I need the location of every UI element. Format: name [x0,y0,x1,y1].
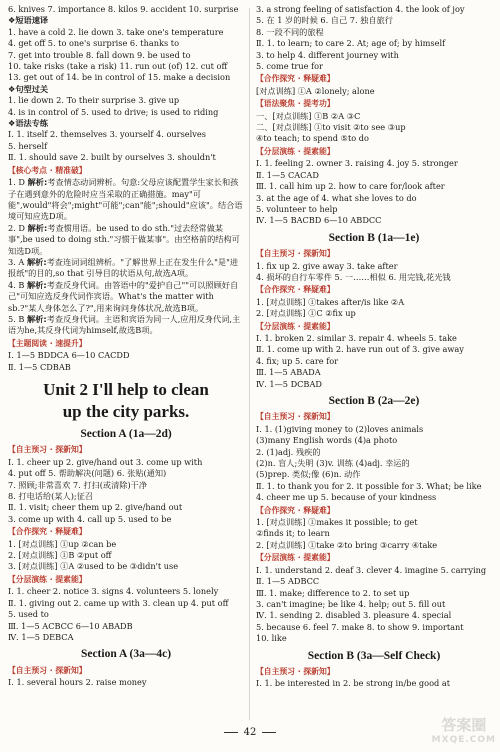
answer-line: Ⅰ. 1. broken 2. similar 3. repair 4. wheels 5. take [256,332,457,343]
analysis-paragraph [8,223,244,257]
page-number [0,727,500,738]
subsection-heading: ❖短语速译 [8,15,49,26]
answer-line: Ⅰ. 1. be interested in 2. be strong in/be good at [256,678,451,689]
answer-line: ④to teach; to spend ⑤to do [256,133,369,144]
answer-line: 4. fix; up 5. care for [256,355,339,366]
section-tag-row [8,337,244,350]
answer-line: Ⅳ. 1—5 DEBCA [8,631,74,642]
answer-line: Ⅰ. 1. cheer 2. notice 3. signs 4. volunteers 5. lonely [8,586,219,597]
analysis-label: 解析: [27,279,47,290]
section-tag: 【合作探究 · 释疑难】 [256,285,335,295]
answer-line: 1. [对点训练] ①up ②can be [8,538,117,549]
section-tag-row [256,145,492,158]
answer-line: 1. lie down 2. To their surprise 3. give up [8,95,180,106]
section-title: Section B (2a—2e) [328,395,420,407]
section-tag: 【自主预习 · 探新知】 [256,412,335,422]
answer-line: 5. herself [8,140,48,151]
answer-line: Ⅰ. 1. feeling 2. owner 3. raising 4. joy 5. stronger [256,158,458,169]
answer-line: 2. [对点训练] ①C ②fix up [256,308,356,319]
answer-line: 1. have a cold 2. lie down 3. take one's temperature [8,26,224,37]
answer-line: 3. [对点训练] ①A ②used to be ③didn't use [8,561,179,572]
answer-line: [对点训练] ①A ②lonely; alone [256,85,375,96]
answer-line: 2. (1)adj. 残疾的 [256,446,321,457]
analysis-text: 考查连词词组辨析。"了解世界上正在发生什么"是"进报纸"的目的,so that 引导目的状语从句,故选A项。 [8,256,239,279]
answer-number: 4. B [8,279,25,290]
section-tag: 【合作探究 · 释疑难】 [8,527,87,537]
answer-line: 4. get off 5. to one's surprise 6. thanks to [8,38,180,49]
analysis-paragraph [8,314,244,337]
answer-line: 8. 一段不同的旅程 [256,26,324,37]
unit-title: Unit 2 I'll help to clean [43,380,209,399]
section-tag: 【核心考点 · 精准破】 [8,165,87,175]
section-tag: 【合作探究 · 释疑难】 [256,74,335,84]
watermark-logo: 答案圈 MXQE.COM [431,716,496,745]
page-number-text: 42 [243,727,257,738]
answer-line: 8. 打电话给(某人);征召 [8,491,94,502]
answer-line: Ⅰ. 1. (1)giving money to (2)loves animals [256,423,424,434]
subsection-heading: ❖句型过关 [8,83,49,94]
section-tag-row [8,164,244,177]
unit-title-line-2: up the city parks. [62,402,190,421]
section-tag-row [256,320,492,333]
answer-line: 5. 在 1 岁的时候 6. 自己 7. 独自旅行 [256,15,393,26]
answer-line: 3. a strong feeling of satisfaction 4. the look of joy [256,4,465,14]
answer-line: Ⅲ. 1—5 ACBCC 6—10 ABADB [8,620,133,631]
section-tag: 【分层演练 · 提素能】 [8,574,87,584]
answer-line: 10. like [256,633,287,644]
answer-line: 3. to help 4. different journey with [256,49,399,60]
answer-line: ②finds it; to learn [256,528,330,539]
answer-line: 7. 照顾;非常喜欢 7. 打扫(或清除)干净 [8,479,148,490]
answer-line: Ⅳ. 1—5 BACBD 6—10 ABDCC [256,215,382,226]
answer-line: Ⅲ. 1. make; difference to 2. to set up [256,587,410,598]
answer-number: 3. A [8,256,25,267]
analysis-paragraph [8,280,244,314]
section-tag: 【主题阅读 · 速提升】 [8,338,87,348]
answer-line: Ⅳ. 1—5 DCBAD [256,378,322,389]
answer-line: 1. fix up 2. give away 3. take after [256,260,398,271]
answer-line: (3)many English words (4)a photo [256,435,398,446]
section-tag: 【分层演练 · 提素能】 [256,321,335,331]
answer-line: 4. is in control of 5. used to drive; is used to riding [8,106,219,117]
answer-line: 2. [对点训练] ①take ②to bring ③carry ④take [256,539,438,550]
answer-line: 1. [对点训练] ①makes it possible; to get [256,517,418,528]
answer-line: 5. used to [8,609,49,620]
answer-line: Ⅲ. 1. call him up 2. how to care for/look after [256,181,445,192]
analysis-text: 考查惯用语。be used to do sth."过去经常做某事",be used to doing sth."习惯于做某事"。由空格前的结构可知选D项。 [8,222,240,256]
answer-number: 2. D [8,222,25,233]
section-tag-row [256,97,492,110]
answer-line: 3. can't imagine; be like 4. help; out 5. fill out [256,598,446,609]
analysis-text: 考查反身代词。主语和宾语为同一人,应用反身代词,主语为he,其反身代词为himself,故选B项。 [8,313,241,336]
section-tag-row [256,551,492,564]
subsection-heading: ❖语法专练 [8,118,49,129]
section-tag: 【自主预习 · 探新知】 [8,665,87,675]
section-title: Section B (3a—Self Check) [307,649,441,662]
answer-line: 7. get into trouble 8. fall down 9. be used to [8,49,191,60]
analysis-paragraph [8,257,244,280]
answer-line: Ⅱ. 1. come up with 2. have run out of 3. give away [256,344,464,355]
answer-line: Ⅱ. 1. visit; cheer them up 2. give/hand out [8,502,183,513]
section-tag-row [256,72,492,85]
answer-line: Ⅱ. 1. to thank you for 2. it possible for 3. What; be like [256,480,482,491]
section-tag: 【自主预习 · 探新知】 [256,666,335,676]
section-tag-row [256,283,492,296]
answer-number: 1. D [8,177,25,188]
right-column [256,4,492,690]
answer-line: 3. at the age of 4. what she loves to do [256,192,417,203]
answer-line: (5)prep. 类似;像 (6)n. 动作 [256,469,361,480]
analysis-paragraph [8,177,244,223]
answer-line: Ⅱ. 1. should save 2. built by ourselves 3. shouldn't [8,152,216,163]
answer-line: 5. because 6. feel 7. make 8. to show 9. important [256,621,464,632]
analysis-label: 解析: [27,222,48,233]
section-tag-row [8,664,244,677]
answer-line: 2. [对点训练] ①B ②put off [8,550,112,561]
answer-line: 5. come true for [256,61,323,72]
analysis-text: 考查反身代词。由答语中的"爱护自己""可以照顾好自己"可知应选反身代词作宾语。What's the matter with sb.?"某人身体怎么了?",用来询问身体状况,故选B项。 [8,279,239,313]
answer-line: Ⅰ. 1. understand 2. deaf 3. clever 4. imagine 5. carrying [256,564,487,575]
answer-line: 1. [对点训练] ①takes after/is like ②A [256,296,405,307]
answer-line: 3. come up with 4. call up 5. used to be [8,513,172,524]
answer-line: Ⅱ. 1—5 CDBAB [8,361,71,372]
section-tag-row [256,410,492,423]
answer-line: Ⅱ. 1—5 CACAD [256,169,319,180]
section-tag-row [256,504,492,517]
section-tag: 【自主预习 · 探新知】 [8,445,87,455]
section-tag-row [256,665,492,678]
answer-line: Ⅳ. 1. sending 2. disabled 3. pleasure 4. special [256,610,452,621]
answer-line: 4. cheer me up 5. because of your kindness [256,492,437,503]
section-tag: 【分层演练 · 提素能】 [256,553,335,563]
section-tag-row [8,573,244,586]
section-tag: 【语法聚焦 · 提考功】 [256,99,335,109]
answer-line: Ⅰ. 1. cheer up 2. give/hand out 3. come up with [8,456,203,467]
answer-line: Ⅰ. 1. itself 2. themselves 3. yourself 4. ourselves [8,129,206,140]
section-tag-row [8,443,244,456]
section-title: Section A (1a—2d) [80,428,172,440]
left-column [8,4,244,689]
answer-line: 二、[对点训练] ①to visit ②to see ③up [256,122,406,133]
column-divider [249,8,250,720]
analysis-label: 解析: [26,256,47,267]
section-tag-row [8,525,244,538]
answer-line: Ⅱ. 1. to learn; to care 2. At; age of; by himself [256,38,446,49]
answer-line: Ⅰ. 1—5 BDDCA 6—10 CACDD [8,350,130,361]
section-title: Section A (3a—4c) [80,648,172,661]
answer-line: 5. volunteer to help [256,203,338,214]
answer-line: 13. get out of 14. be in control of 15. make a decision [8,72,231,83]
section-title: Section B (1a—1e) [328,231,420,244]
section-tag: 【自主预习 · 探新知】 [256,249,335,259]
analysis-label: 解析: [27,313,47,324]
answer-line: Ⅱ. 1. giving out 2. came up with 3. clean up 4. put off [8,597,229,608]
analysis-text: 考查情态动词辨析。句意:父母应该配置学生家长和孩子在遇到意外的危险时应当采取的正确措施。may"可能",would"将会";might"可能";can"能";should"应该"。结合语境可知应选D项。 [8,177,243,222]
answer-line: 4. put off 5. 帮助解决(问题) 6. 张贴(通知) [8,468,167,479]
answer-number: 5. B [8,313,25,324]
answer-line: 一、[对点训练] ①B ②A ③C [256,110,361,121]
section-tag: 【合作探究 · 释疑难】 [256,505,335,515]
answer-line: Ⅰ. 1. several hours 2. raise money [8,677,147,688]
section-tag: 【分层演练 · 提素能】 [256,146,335,156]
answer-line: Ⅲ. 1—5 ABADA [256,367,321,378]
section-tag-row [256,247,492,260]
answer-line: Ⅱ. 1—5 ADBCC [256,576,320,587]
analysis-label: 解析: [27,177,48,188]
answer-line: 6. knives 7. importance 8. kilos 9. accident 10. surprise [8,4,239,14]
answer-line: (2)n. 盲人;失明 (3)v. 训练 (4)adj. 幸运的 [256,458,410,469]
answer-line: 10. take risks (take a risk) 11. run out (of) 12. cut off [8,61,228,72]
answer-line: 4. 损坏的自行车零件 5. 一……相似 6. 用完钱,花光钱 [256,271,451,282]
